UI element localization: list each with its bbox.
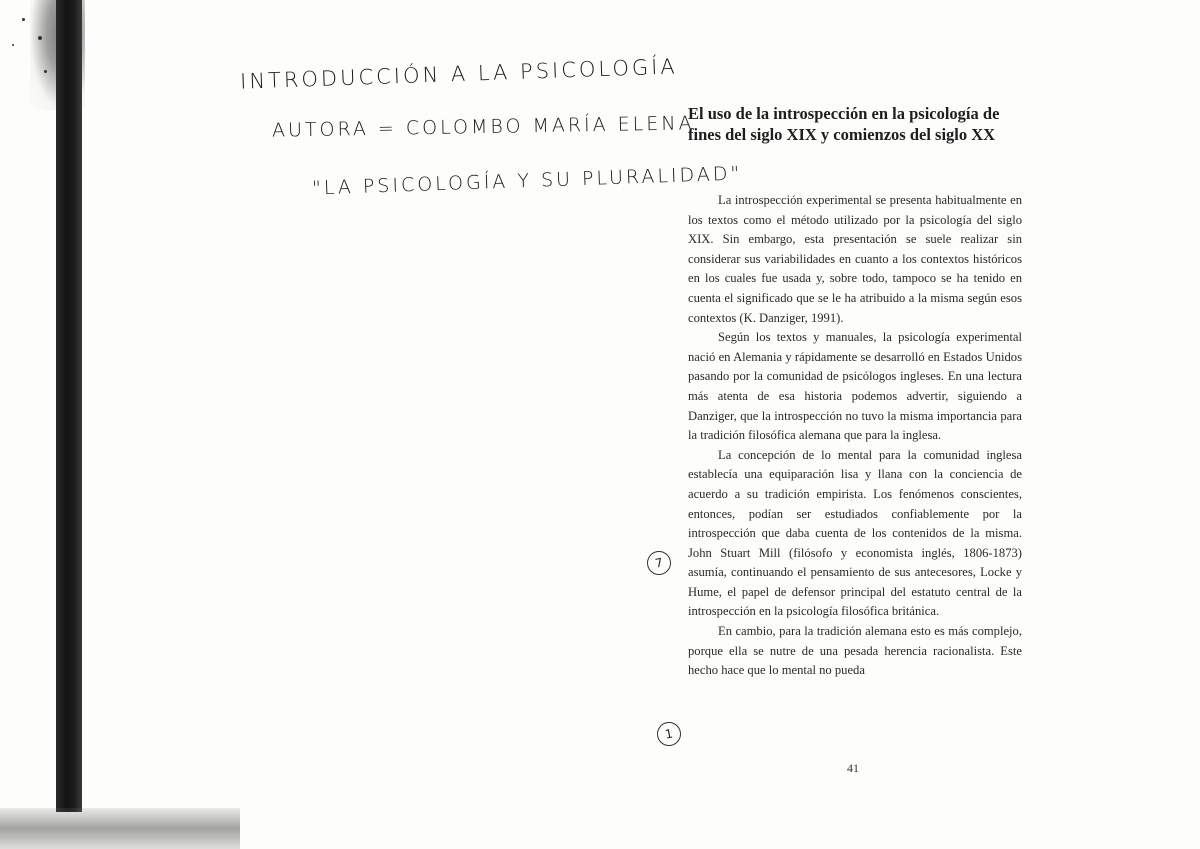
margin-annotation: 1 [655,720,683,748]
speck [12,44,14,46]
speck [38,36,42,40]
handwritten-author: AUTORA = COLOMBO MARÍA ELENA [271,112,695,142]
paragraph: En cambio, para la tradición alemana esto es más complejo, porque ella se nutre de una pesada herencia racionalista. Este hecho hace que lo mental no pueda [688,624,1022,678]
page-number: 41 [847,761,859,775]
speck [22,18,25,21]
scan-edge [0,0,90,849]
paragraph: Según los textos y manuales, la psicología experimental nació en Alemania y rápidamente se desarrolló en Estados Unidos pasando por la comunidad de psicólogos ingleses. En una lectura más atenta de esa historia podemos advertir, siguiendo a Danziger, que la introspección no tuvo la misma importancia para la tradición filosófica alemana que para la inglesa. [688,330,1022,443]
paragraph: La concepción de lo mental para la comunidad inglesa establecía una equiparación lisa y llana con la conciencia de acuerdo a su tradición empirista. Los fenómenos conscientes, entonces, podían ser estudiados confiablemente por la introspección que daba cuenta de los contenidos de la misma. John Stuart Mill (filósofo y economista inglés, 1806-1873) asumía, continuando el pensamiento de sus antecesores, Locke y Hume, el papel de defensor principal del estatuto central de la introspección en la psicología filosófica británica. [688,447,1022,619]
handwritten-chapter-title: "LA PSICOLOGÍA Y SU PLURALIDAD" [311,162,743,200]
handwritten-course-title: INTRODUCCIÓN A LA PSICOLOGÍA [239,54,679,94]
article-body [688,191,1022,681]
book-spine-shadow [56,0,82,812]
scan-smudge [0,808,240,849]
speck [44,70,47,73]
margin-annotation: 7 [645,549,673,577]
paragraph: La introspección experimental se presenta habitualmente en los textos como el método utilizado por la psicología del siglo XIX. Sin embargo, esta presentación se suele realizar sin considerar sus variabilidades en cuanto a los contextos históricos en los cuales fue usada y, sobre todo, tampoco se ha tenido en cuenta el significado que se le ha atribuido a la misma según esos contextos (K. Danziger, 1991). [688,193,1022,325]
article-heading: El uso de la introspección en la psicología de fines del siglo XIX y comienzos del siglo XX [688,104,1000,145]
